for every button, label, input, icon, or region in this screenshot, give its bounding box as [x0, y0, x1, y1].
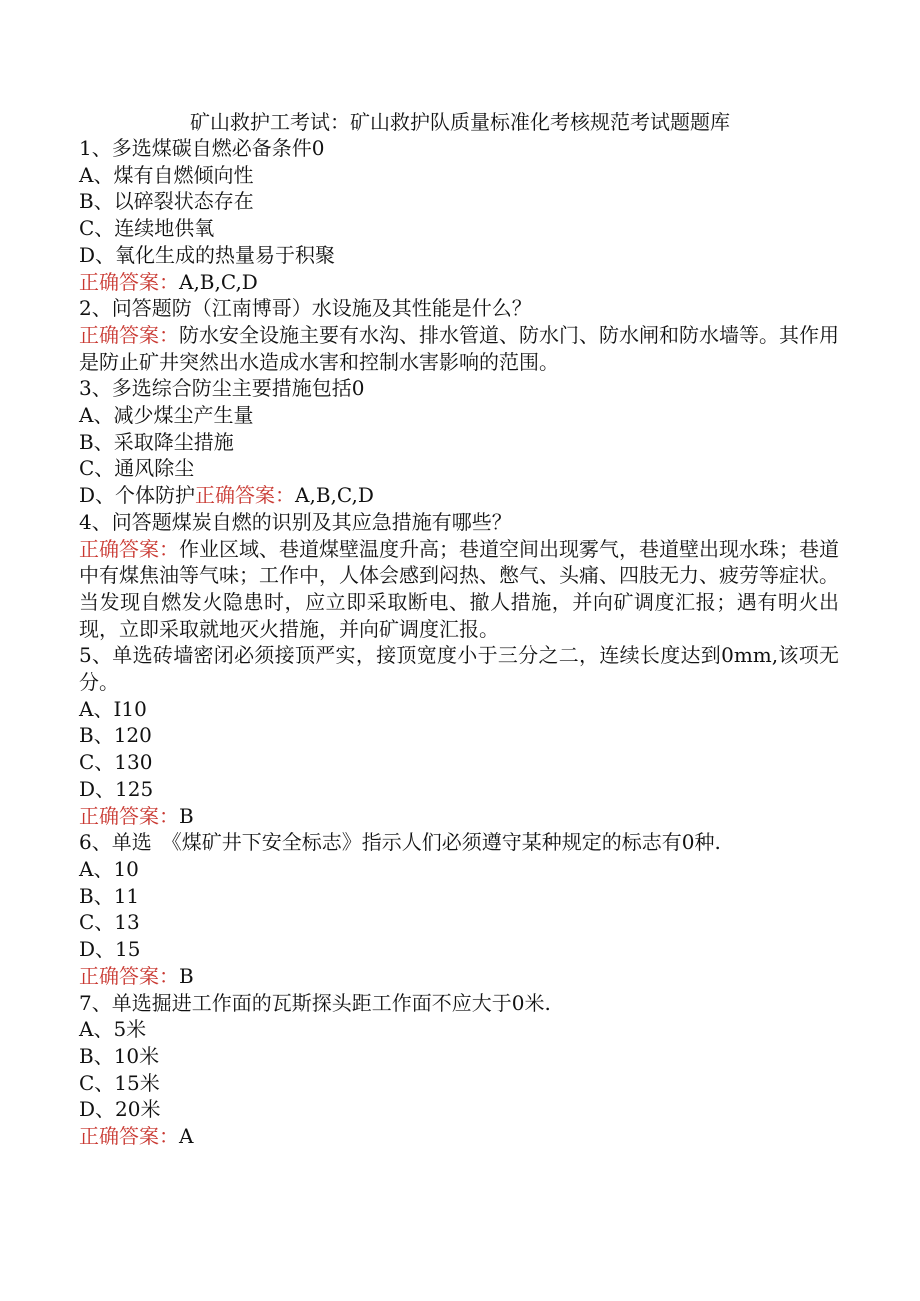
answer-label: 正确答案：	[79, 1124, 179, 1149]
option-b: B、以碎裂状态存在	[79, 189, 254, 214]
question-stem: 5、单选砖墙密闭必须接顶严实，接顶宽度小于三分之二，连续长度达到0mm,该项无分。	[79, 643, 839, 695]
answer-label: 正确答案：	[79, 322, 179, 347]
question-stem: 1、多选煤碳自燃必备条件0	[79, 136, 325, 160]
answer-label: 正确答案：	[79, 803, 179, 828]
answer-label: 正确答案：	[195, 483, 296, 508]
option-a: A、煤有自燃倾向性	[79, 162, 254, 187]
option-a: A、I10	[79, 696, 147, 721]
answer-value: B	[179, 963, 194, 988]
option-d: D、20米	[79, 1097, 161, 1122]
option-d: D、个体防护	[79, 483, 196, 508]
question-stem: 6、单选 《煤矿井下安全标志》指示人们必须遵守某种规定的标志有0种.	[79, 830, 721, 855]
option-b: B、采取降尘措施	[79, 429, 234, 454]
answer-label: 正确答案：	[79, 963, 179, 988]
question-4	[79, 509, 839, 643]
option-a: A、10	[79, 856, 139, 881]
option-d: D、125	[79, 776, 154, 801]
answer-row	[79, 803, 839, 830]
question-5	[79, 642, 839, 829]
option-c: C、通风除尘	[79, 456, 195, 481]
option-a: A、5米	[79, 1017, 147, 1042]
question-3	[79, 375, 839, 509]
answer-row	[79, 536, 839, 589]
question-stem: 3、多选综合防尘主要措施包括0	[79, 376, 365, 401]
option-c: C、15米	[79, 1070, 160, 1095]
answer-value: A,B,C,D	[179, 269, 258, 294]
answer-label: 正确答案：	[79, 269, 179, 294]
option-b: B、120	[79, 723, 152, 748]
option-d: D、氧化生成的热量易于积聚	[79, 242, 336, 267]
question-7	[79, 990, 839, 1150]
answer-value: A,B,C,D	[295, 483, 374, 508]
answer-value: 防水安全设施主要有水沟、排水管道、防水门、防水闸和防水墙等。其作用是防止矿井突然出水造成水害和控制水害影响的范围。	[79, 322, 839, 374]
answer-row	[79, 269, 839, 296]
question-stem: 7、单选掘进工作面的瓦斯探头距工作面不应大于0米.	[79, 990, 551, 1015]
question-1	[79, 135, 839, 295]
question-stem: 4、问答题煤炭自燃的识别及其应急措施有哪些？	[79, 509, 512, 534]
document-title: 矿山救护工考试：矿山救护队质量标准化考核规范考试题题库	[190, 110, 730, 134]
question-stem: 2、问答题防（江南博哥）水设施及其性能是什么？	[79, 296, 532, 321]
option-d: D、15	[79, 937, 141, 962]
option-b: B、11	[79, 883, 140, 908]
question-6	[79, 829, 839, 989]
answer-row	[79, 1123, 839, 1150]
option-c: C、连续地供氧	[79, 216, 215, 241]
answer-extra: 当发现自燃发火隐患时，应立即采取断电、撤人措施，并向矿调度汇报；遇有明火出现，立即采取就地灭火措施，并向矿调度汇报。	[79, 589, 839, 641]
option-c: C、130	[79, 750, 153, 775]
answer-row	[79, 322, 839, 375]
question-list	[79, 135, 839, 1150]
option-d-with-answer	[79, 482, 839, 509]
answer-value: A	[179, 1124, 194, 1149]
option-c: C、13	[79, 910, 140, 935]
option-b: B、10米	[79, 1043, 160, 1068]
answer-label: 正确答案：	[79, 536, 179, 561]
answer-value: B	[179, 803, 194, 828]
answer-row	[79, 963, 839, 990]
option-a: A、减少煤尘产生量	[79, 403, 254, 428]
question-2	[79, 295, 839, 375]
answer-value: 作业区域、巷道煤壁温度升高；巷道空间出现雾气，巷道壁出现水珠；巷道中有煤焦油等气味；工作中，人体会感到闷热、憋气、头痛、四肢无力、疲劳等症状。	[79, 536, 839, 588]
